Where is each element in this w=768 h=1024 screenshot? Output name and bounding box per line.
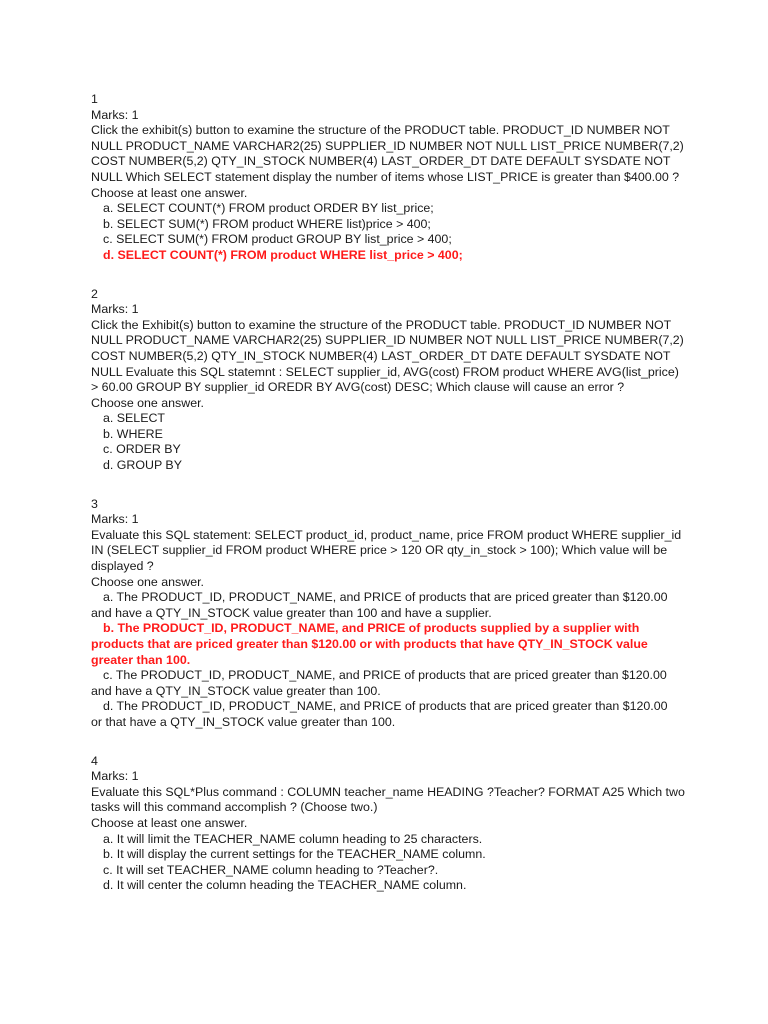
quiz-document: [91, 92, 691, 917]
answer-d[interactable]: d. It will center the column heading the TEACHER_NAME column.: [103, 878, 467, 893]
answer-a[interactable]: a. SELECT: [103, 411, 165, 426]
answer-a[interactable]: a. The PRODUCT_ID, PRODUCT_NAME, and PRICE of products that are priced greater than $120.00: [103, 590, 668, 605]
question-text: Click the Exhibit(s) button to examine the structure of the PRODUCT table. PRODUCT_ID NUMBER NOT NULL PRODUCT_NAME VARCHAR2(25) SUPPLIER_ID NUMBER NOT NULL LIST_PRICE NUMBER(7,2) COST NUMBER(5,2) QTY_IN_STOCK NUMBER(4) LAST_ORDER_DT DATE DEFAULT SYSDATE NOT NULL Evaluate this SQL statemnt : SELECT supplier_id, AVG(cost) FROM product WHERE AVG(list_price) > 60.00 GROUP BY supplier_id OREDR BY AVG(cost) DESC; Which clause will cause an error ?: [91, 317, 684, 395]
question-3: [91, 497, 691, 731]
question-instruction: Choose one answer.: [91, 395, 204, 410]
answer-b[interactable]: b. It will display the current settings for the TEACHER_NAME column.: [103, 847, 486, 862]
answer-c[interactable]: c. SELECT SUM(*) FROM product GROUP BY list_price > 400;: [103, 232, 452, 247]
question-number: 4: [91, 753, 98, 768]
question-number: 2: [91, 286, 98, 301]
question-4: [91, 754, 691, 894]
answer-d[interactable]: d. GROUP BY: [103, 458, 182, 473]
answer-list: [91, 590, 691, 730]
question-number: 3: [91, 496, 98, 511]
answer-b-correct[interactable]: b. The PRODUCT_ID, PRODUCT_NAME, and PRICE of products supplied by a supplier with: [103, 621, 640, 636]
question-marks: Marks: 1: [91, 512, 139, 527]
answer-a-continued[interactable]: and have a QTY_IN_STOCK value greater than 100 and have a supplier.: [91, 605, 492, 620]
question-text: Click the exhibit(s) button to examine the structure of the PRODUCT table. PRODUCT_ID NUMBER NOT NULL PRODUCT_NAME VARCHAR2(25) SUPPLIER_ID NUMBER NOT NULL LIST_PRICE NUMBER(7,2) COST NUMBER(5,2) QTY_IN_STOCK NUMBER(4) LAST_ORDER_DT DATE DEFAULT SYSDATE NOT NULL Which SELECT statement display the number of items whose LIST_PRICE is greater than $400.00 ?: [91, 123, 684, 184]
question-2: [91, 287, 691, 474]
question-instruction: Choose at least one answer.: [91, 185, 248, 200]
question-instruction: Choose at least one answer.: [91, 815, 248, 830]
question-1: [91, 92, 691, 264]
answer-a[interactable]: a. SELECT COUNT(*) FROM product ORDER BY list_price;: [103, 201, 434, 216]
question-text: Evaluate this SQL statement: SELECT product_id, product_name, price FROM product WHERE supplier_id IN (SELECT supplier_id FROM product WHERE price > 120 OR qty_in_stock > 100); Which value will be displayed ?: [91, 527, 682, 574]
answer-b[interactable]: b. SELECT SUM(*) FROM product WHERE list)price > 400;: [103, 216, 431, 231]
question-instruction: Choose one answer.: [91, 574, 204, 589]
answer-list: [91, 411, 691, 473]
answer-b[interactable]: b. WHERE: [103, 426, 163, 441]
question-marks: Marks: 1: [91, 302, 139, 317]
answer-list: [91, 832, 691, 894]
question-text: Evaluate this SQL*Plus command : COLUMN teacher_name HEADING ?Teacher? FORMAT A25 Which two tasks will this command accomplish ? (Choose two.): [91, 784, 685, 815]
question-number: 1: [91, 92, 98, 106]
answer-c[interactable]: c. It will set TEACHER_NAME column heading to ?Teacher?.: [103, 862, 439, 877]
answer-b-correct-continued-2[interactable]: greater than 100.: [91, 652, 191, 667]
answer-d-continued[interactable]: or that have a QTY_IN_STOCK value greater than 100.: [91, 714, 396, 729]
answer-d[interactable]: d. The PRODUCT_ID, PRODUCT_NAME, and PRICE of products that are priced greater than $120.00: [103, 699, 668, 714]
answer-d-correct[interactable]: d. SELECT COUNT(*) FROM product WHERE list_price > 400;: [103, 247, 463, 262]
answer-c[interactable]: c. ORDER BY: [103, 442, 181, 457]
question-marks: Marks: 1: [91, 107, 139, 122]
answer-c-continued[interactable]: and have a QTY_IN_STOCK value greater than 100.: [91, 683, 381, 698]
answer-a[interactable]: a. It will limit the TEACHER_NAME column heading to 25 characters.: [103, 831, 483, 846]
answer-list: [91, 201, 691, 263]
question-marks: Marks: 1: [91, 769, 139, 784]
answer-b-correct-continued[interactable]: products that are priced greater than $120.00 or with products that have QTY_IN_STOCK value: [91, 637, 648, 651]
answer-c[interactable]: c. The PRODUCT_ID, PRODUCT_NAME, and PRICE of products that are priced greater than $120.00: [103, 668, 667, 683]
